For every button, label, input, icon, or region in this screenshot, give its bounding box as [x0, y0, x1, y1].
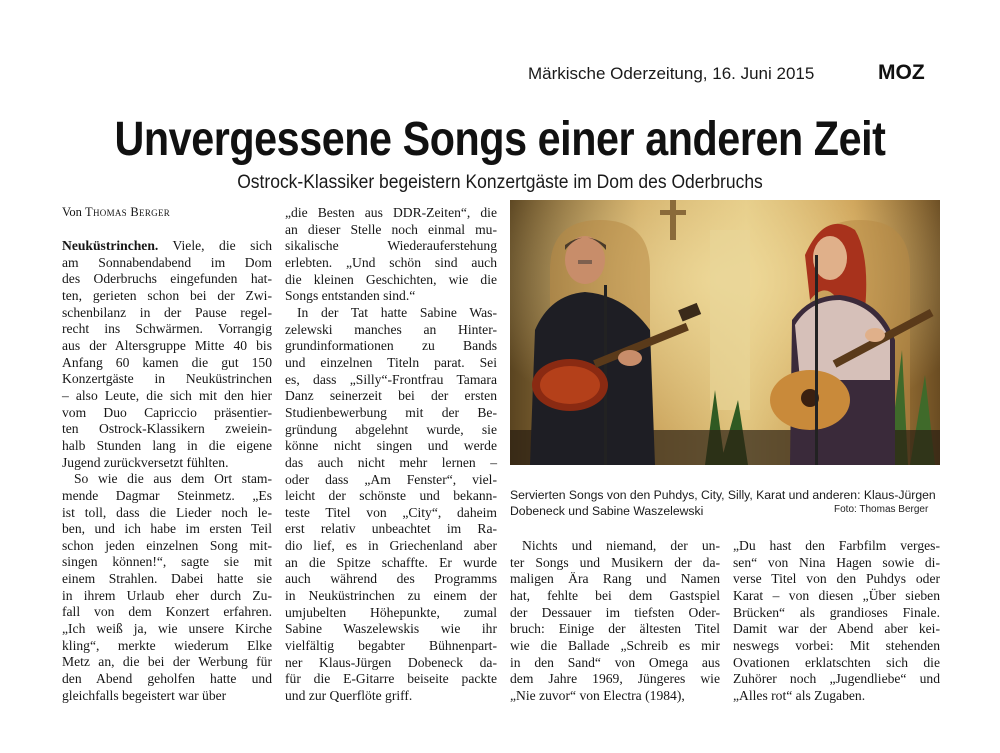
article-text-line: halb Stunden lang in die eigene	[62, 437, 272, 453]
article-text-line: „Ich weiß ja, wie unsere Kirche	[62, 621, 272, 637]
newspaper-logo: MOZ	[878, 61, 925, 84]
concert-photo	[510, 200, 940, 465]
article-text-line: Karat – von diesen „Über sieben	[733, 587, 940, 603]
article-text-line: sikalische Wiederauferstehung	[285, 238, 497, 254]
article-column-2	[285, 205, 497, 705]
article-text-line: Sabine Waszelewskis wie ihr	[285, 621, 497, 637]
article-text-line: erst relativ unbeachtet im Ra-	[285, 521, 497, 537]
article-text-line: In der Tat hatte Sabine Was-	[297, 304, 497, 320]
byline-prefix: Von	[62, 205, 82, 219]
article-text-line: mende Dagmar Steinmetz. „Es	[62, 487, 272, 503]
article-text-line: fall von dem Konzert erfahren.	[62, 604, 272, 620]
article-text-line: einem Strahlen. Dabei hatte sie	[62, 571, 272, 587]
article-column-3	[510, 538, 720, 705]
article-column-4	[733, 538, 940, 705]
photo-caption: Servierten Songs von den Puhdys, City, Silly, Karat und anderen: Klaus-Jürgen Dobeneck und Sabine Waszelewski	[510, 488, 936, 518]
newspaper-source-line: Märkische Oderzeitung, 16. Juni 2015	[528, 64, 815, 83]
article-text-line: Konzertgäste in Neuküstrinchen	[62, 371, 272, 387]
article-text-line: Jugend zurückversetzt fühlten.	[62, 454, 229, 470]
article-text-line: den Abend geholfen hatte und	[62, 671, 272, 687]
article-text-line: „Alles rot“ als Zugaben.	[733, 687, 866, 703]
article-text-line: „Nie zuvor“ von Electra (1984),	[510, 687, 685, 703]
article-text-line: und einzelnen Titeln parat. Sei	[285, 354, 497, 370]
dateline: Neuküstrinchen.	[62, 238, 159, 253]
article-text-line: dio lief, es in Griechenland aber	[285, 538, 497, 554]
article-text-line: verse Titel von den Puhdys oder	[733, 571, 940, 587]
concert-photo-icon	[510, 200, 940, 465]
article-text-line: leicht der schönste und bekann-	[285, 488, 497, 504]
article-text-line: singen können!“, sagte sie mit	[62, 554, 272, 570]
article-text-line: ben, und ich habe im ersten Teil	[62, 521, 272, 537]
article-text-line: Ovationen erklatschten sich die	[733, 654, 940, 670]
article-text-line: und zur Querflöte griff.	[285, 688, 413, 704]
article-text-line: umjubelten Höhepunkte, zumal	[285, 604, 497, 620]
article-text-line: vielfältig begabter Bühnenpart-	[285, 638, 497, 654]
article-text-line: an dieser Stelle noch einmal mu-	[285, 221, 497, 237]
article-text-line: für die E-Gitarre beiseite packte	[285, 671, 497, 687]
article-text-line: aus der Altersgruppe Mitte 40 bis	[62, 337, 272, 353]
article-text-line: recht ins Schwärmen. Vorrangig	[62, 321, 272, 337]
article-headline: Unvergessene Songs einer anderen Zeit	[114, 113, 886, 166]
article-text-line: neswegs vorbei: Mit stehenden	[733, 637, 940, 653]
article-text-line: Brücken“ als grandioses Finale.	[733, 604, 940, 620]
article-text-line: So wie die aus dem Ort stam-	[74, 471, 272, 487]
article-text-line: ten, gerieten schon bei der Zwi-	[62, 287, 272, 303]
article-text-line: ten Ostrock-Klassikern zweiein-	[62, 421, 272, 437]
article-text-line: grundinformationen zu Bands	[285, 338, 497, 354]
article-text-line: schon jeden einzelnen Song mit-	[62, 537, 272, 553]
article-text-line: Anfang 60 kamen die gut 150	[62, 354, 272, 370]
article-text-line: in den Sand“ von Omega aus	[510, 654, 720, 670]
article-text-line: in ihrem Urlaub eher durch Zu-	[62, 587, 272, 603]
article-text-line: auch während des Programms	[285, 571, 497, 587]
article-text-line: schenbilanz in der Pause regel-	[62, 304, 272, 320]
article-text-line: es, dass „Silly“-Frontfrau Tamara	[285, 371, 497, 387]
article-text-line: am Sonnabendabend im Dom	[62, 254, 272, 270]
article-text-line: Songs entstanden sind.“	[285, 288, 416, 304]
article-text-line: die kleinen Geschichten, wie die	[285, 271, 497, 287]
article-text-line: teste Titel von „City“, daheim	[285, 504, 497, 520]
byline-author: Thomas Berger	[85, 205, 171, 219]
article-text-line: sen“ von Nina Hagen sowie di-	[733, 554, 940, 570]
article-text-line: bruch: Einige der ältesten Titel	[510, 621, 720, 637]
article-text-line: hat, fehlte bei dem Gastspiel	[510, 587, 720, 603]
article-text-line: – also Leute, die sich mit den hier	[62, 387, 272, 403]
article-text-line: Neuküstrinchen. Viele, die sich	[62, 238, 272, 253]
article-subheadline: Ostrock-Klassiker begeistern Konzertgäste im Dom des Oderbruchs	[237, 172, 763, 193]
article-text-line: „Du hast den Farbfilm verges-	[733, 538, 940, 553]
article-text-line: des Oderbruchs eingefunden hat-	[62, 271, 272, 287]
article-text-line: Metz an, die bei der Werbung für	[62, 654, 272, 670]
article-text-line: in Neuküstrinchen zu einem der	[285, 588, 497, 604]
article-text-line: kling“, merkte wiederum Elke	[62, 637, 272, 653]
article-column-1	[62, 238, 272, 704]
article-text-line: gleichfalls begeistert war über	[62, 687, 227, 703]
article-text-line: ter Songs und Musikern der da-	[510, 554, 720, 570]
article-text-line: an die Spitze schaffte. Er wurde	[285, 554, 497, 570]
article-text-line: Studienbewerbung mit der Be-	[285, 404, 497, 420]
article-text-line: dem Jahre 1969, Jüngeres wie	[510, 671, 720, 687]
article-text-line: gründung abgelehnt wurde, sie	[285, 421, 497, 437]
article-text-line: Nichts und niemand, der un-	[522, 538, 720, 553]
article-text-line: ner Klaus-Jürgen Dobeneck da-	[285, 654, 497, 670]
article-text-line: wie die Ballade „Schreib es mir	[510, 637, 720, 653]
article-text-line: das auch nicht mehr lernen –	[285, 454, 497, 470]
article-text-line: Danz seinerzeit bei der ersten	[285, 388, 497, 404]
article-text-line: Damit war der Abend aber kei-	[733, 621, 940, 637]
article-text-line: Zuhörer noch „Jugendliebe“ und	[733, 671, 940, 687]
article-text-line: „die Besten aus DDR-Zeiten“, die	[285, 205, 497, 220]
article-text-line: ist toll, dass die Lieder noch le-	[62, 504, 272, 520]
article-text-line: oder dass „Am Fenster“, viel-	[285, 471, 497, 487]
photo-credit: Foto: Thomas Berger	[834, 504, 929, 515]
article-text-line: zelewski manches an Hinter-	[285, 321, 497, 337]
article-text-line: der Dessauer im tiefsten Oder-	[510, 604, 720, 620]
article-text-line: maligen Ära Rang und Namen	[510, 571, 720, 587]
article-text-line: erlebten. „Und schön sind auch	[285, 254, 497, 270]
article-text-line: könne nicht singen und werde	[285, 438, 497, 454]
article-byline	[62, 205, 170, 220]
article-text-line: vom Duo Capriccio präsentier-	[62, 404, 272, 420]
